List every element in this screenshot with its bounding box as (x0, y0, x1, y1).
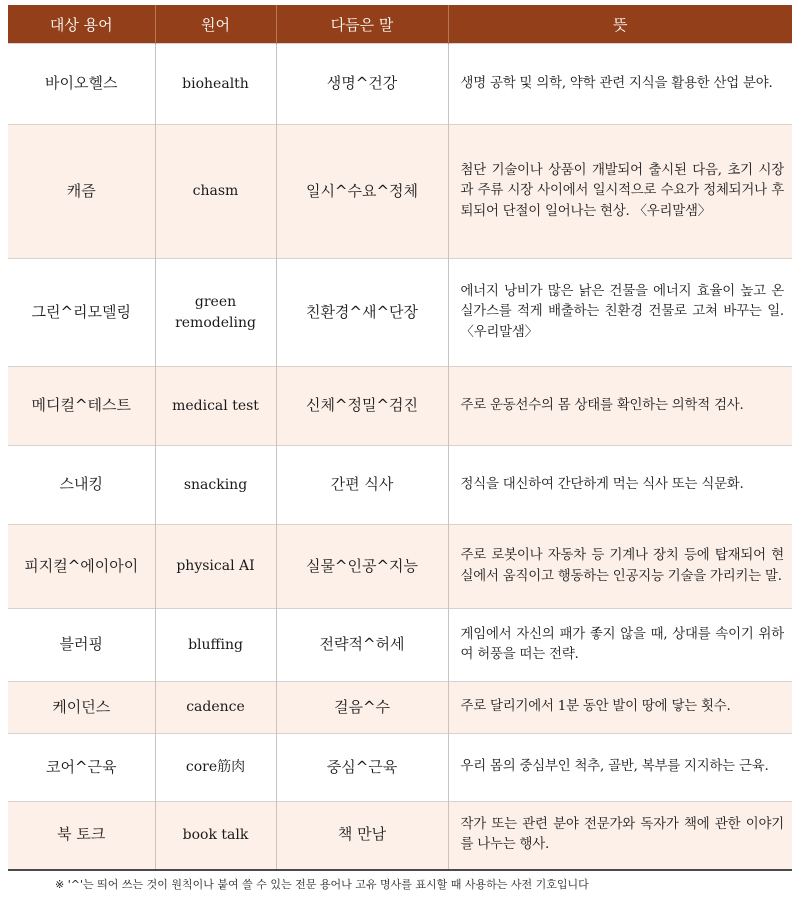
original-cell: snacking (155, 446, 276, 525)
term-cell: 블러핑 (8, 609, 155, 682)
meaning-cell: 생명 공학 및 의학, 약학 관련 지식을 활용한 산업 분야. (448, 44, 792, 125)
header-meaning: 뜻 (448, 5, 792, 44)
terms-table-container (8, 5, 792, 871)
meaning-cell: 작가 또는 관련 분야 전문가와 독자가 책에 관한 이야기를 나누는 행사. (448, 802, 792, 870)
refined-cell: 실물^인공^지능 (276, 525, 448, 609)
meaning-cell: 첨단 기술이나 상품이 개발되어 출시된 다음, 초기 시장과 주류 시장 사이에서 일시적으로 수요가 정체되거나 후퇴되어 단절이 일어나는 현상. 〈우리말샘〉 (448, 125, 792, 259)
term-cell: 북 토크 (8, 802, 155, 870)
term-cell: 바이오헬스 (8, 44, 155, 125)
refined-cell: 중심^근육 (276, 734, 448, 802)
original-cell: medical test (155, 367, 276, 446)
table-row (8, 734, 792, 802)
table-row (8, 802, 792, 870)
table-row (8, 259, 792, 367)
term-cell: 캐즘 (8, 125, 155, 259)
original-cell: green remodeling (155, 259, 276, 367)
refined-cell: 일시^수요^정체 (276, 125, 448, 259)
term-cell: 스내킹 (8, 446, 155, 525)
original-cell: bluffing (155, 609, 276, 682)
original-cell: physical AI (155, 525, 276, 609)
meaning-cell: 주로 로봇이나 자동차 등 기계나 장치 등에 탑재되어 현실에서 움직이고 행동하는 인공지능 기술을 가리키는 말. (448, 525, 792, 609)
refined-cell: 책 만남 (276, 802, 448, 870)
meaning-cell: 게임에서 자신의 패가 좋지 않을 때, 상대를 속이기 위하여 허풍을 떠는 전략. (448, 609, 792, 682)
term-cell: 메디컬^테스트 (8, 367, 155, 446)
term-cell: 케이던스 (8, 682, 155, 734)
table-row (8, 367, 792, 446)
term-cell: 코어^근육 (8, 734, 155, 802)
refined-cell: 신체^정밀^검진 (276, 367, 448, 446)
meaning-cell: 우리 몸의 중심부인 척추, 골반, 복부를 지지하는 근육. (448, 734, 792, 802)
table-row (8, 525, 792, 609)
header-refined-word: 다듬은 말 (276, 5, 448, 44)
meaning-cell: 주로 달리기에서 1분 동안 발이 땅에 닿는 횟수. (448, 682, 792, 734)
table-row (8, 446, 792, 525)
refined-cell: 걸음^수 (276, 682, 448, 734)
refined-cell: 간편 식사 (276, 446, 448, 525)
refined-cell: 생명^건강 (276, 44, 448, 125)
original-cell: chasm (155, 125, 276, 259)
table-row (8, 682, 792, 734)
table-row (8, 44, 792, 125)
header-row (8, 5, 792, 44)
meaning-cell: 에너지 낭비가 많은 낡은 건물을 에너지 효율이 높고 온실가스를 적게 배출하는 친환경 건물로 고쳐 바꾸는 일. 〈우리말샘〉 (448, 259, 792, 367)
refined-cell: 전략적^허세 (276, 609, 448, 682)
refined-terms-table (8, 5, 792, 871)
table-body (8, 44, 792, 870)
original-cell: cadence (155, 682, 276, 734)
term-cell: 그린^리모델링 (8, 259, 155, 367)
table-header (8, 5, 792, 44)
term-cell: 피지컬^에이아이 (8, 525, 155, 609)
original-cell: biohealth (155, 44, 276, 125)
table-row (8, 609, 792, 682)
header-target-term: 대상 용어 (8, 5, 155, 44)
original-cell: book talk (155, 802, 276, 870)
original-cell: core筋肉 (155, 734, 276, 802)
meaning-cell: 주로 운동선수의 몸 상태를 확인하는 의학적 검사. (448, 367, 792, 446)
refined-cell: 친환경^새^단장 (276, 259, 448, 367)
meaning-cell: 정식을 대신하여 간단하게 먹는 식사 또는 식문화. (448, 446, 792, 525)
table-row (8, 125, 792, 259)
header-original: 원어 (155, 5, 276, 44)
dictionary-symbol-footnote: ※ '^'는 띄어 쓰는 것이 원칙이나 붙여 쓸 수 있는 전문 용어나 고유 명사를 표시할 때 사용하는 사전 기호입니다 (55, 878, 589, 891)
